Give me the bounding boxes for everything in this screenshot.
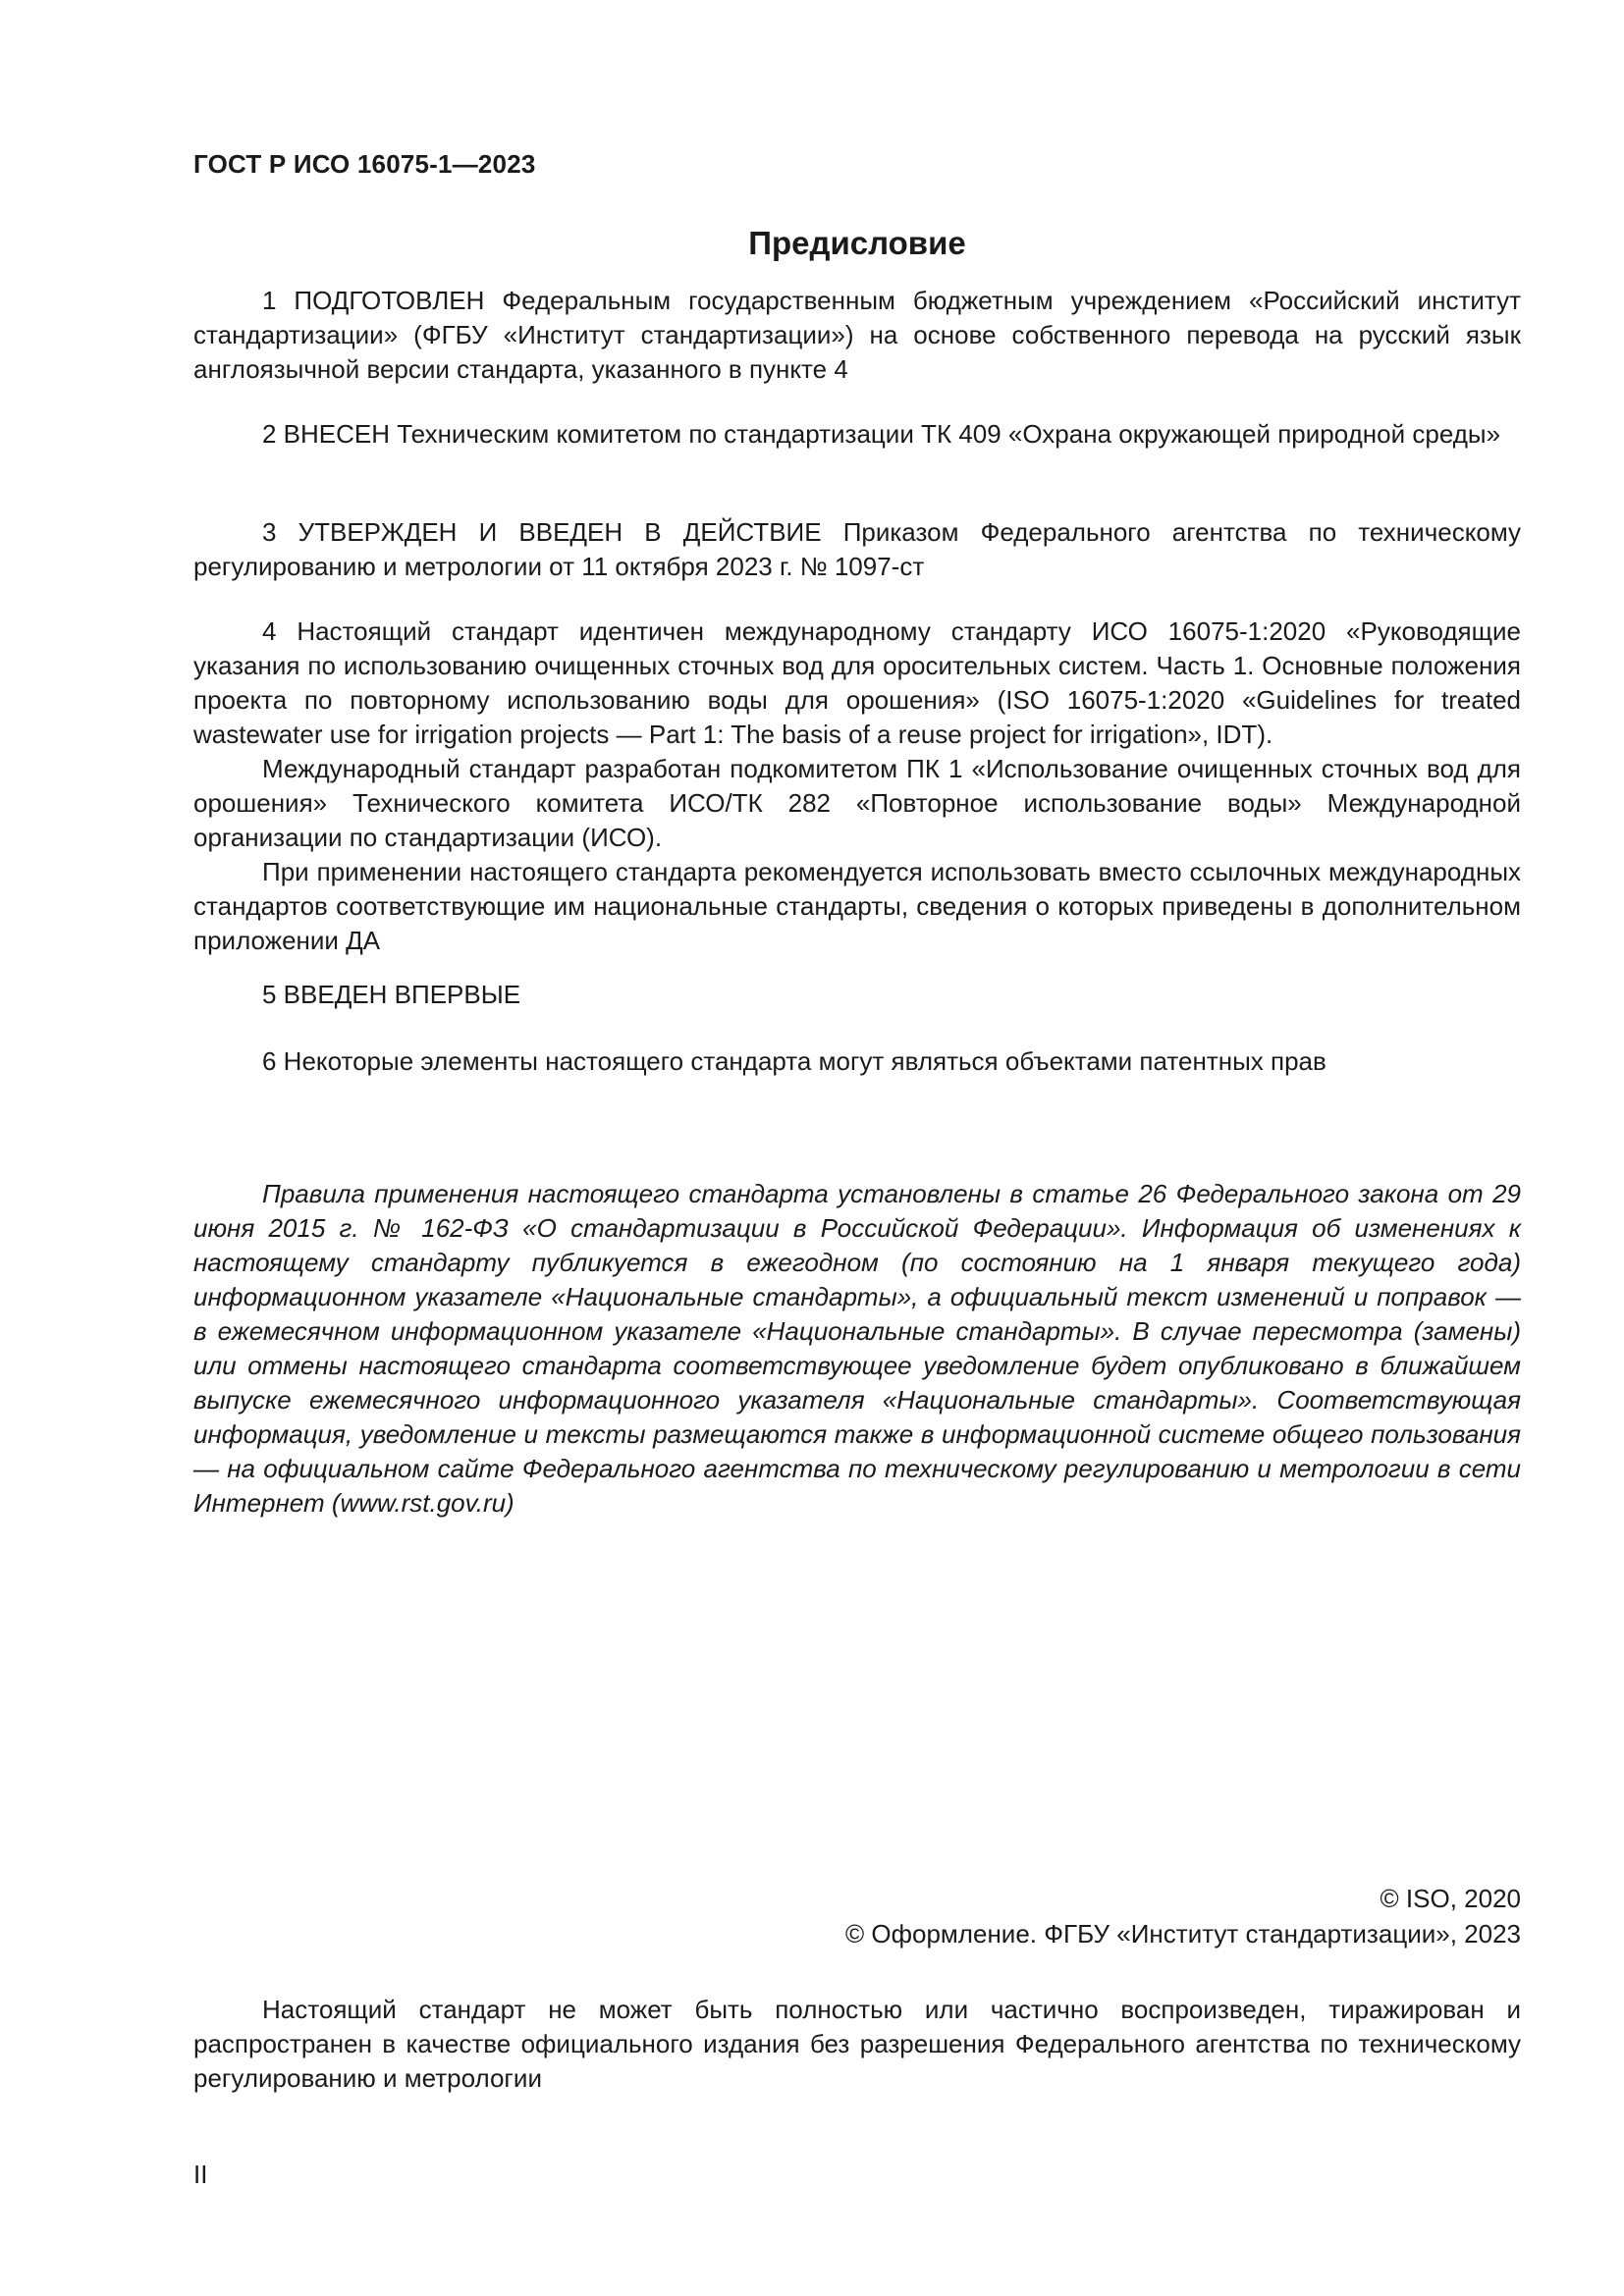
- foreword-item-4-paragraph-2: Международный стандарт разработан подкомитетом ПК 1 «Использование очищенных сточных вод для орошения» Технического комитета ИСО/ТК 282 «Повторное использование воды» Международной организации по стандартизации (ИСО).: [193, 754, 1521, 852]
- copyright-iso: © ISO, 2020: [1380, 1884, 1521, 1913]
- foreword-item-6: [193, 1044, 1521, 1079]
- page-title: Предисловие: [748, 225, 966, 261]
- foreword-item-5: [193, 978, 1521, 1012]
- copyright-design: © Оформление. ФГБУ «Институт стандартизации», 2023: [845, 1919, 1521, 1949]
- copyright-block: [193, 1881, 1521, 1951]
- foreword-item-2: [193, 417, 1521, 452]
- document-code-header: ГОСТ Р ИСО 16075-1—2023: [193, 149, 536, 179]
- foreword-item-4: [193, 614, 1521, 958]
- foreword-item-1-text: 1 ПОДГОТОВЛЕН Федеральным государственным бюджетным учреждением «Российский институт стандартизации» (ФГБУ «Институт стандартизации») на основе собственного перевода на русский язык англоязычной версии стандарта, указанного в пункте 4: [193, 286, 1521, 384]
- foreword-item-5-text: 5 ВВЕДЕН ВПЕРВЫЕ: [262, 980, 521, 1009]
- foreword-item-3-text: 3 УТВЕРЖДЕН И ВВЕДЕН В ДЕЙСТВИЕ Приказом Федерального агентства по техническому регулированию и метрологии от 11 октября 2023 г. № 1097-ст: [193, 517, 1521, 581]
- foreword-item-2-text: 2 ВНЕСЕН Техническим комитетом по стандартизации ТК 409 «Охрана окружающей природной среды»: [262, 419, 1501, 449]
- foreword-item-4-text: 4 Настоящий стандарт идентичен международному стандарту ИСО 16075-1:2020 «Руководящие указания по использованию очищенных сточных вод для оросительных систем. Часть 1. Основные положения проекта по повторному использованию воды для орошения» (ISO 16075-1:2020 «Guidelines for treated wastewater use for irrigation projects — Part 1: The basis of a reuse project for irrigation», IDT).: [193, 616, 1521, 749]
- page-number: II: [193, 2160, 208, 2189]
- application-rules-notice: [193, 1177, 1521, 1521]
- foreword-item-6-text: 6 Некоторые элементы настоящего стандарта могут являться объектами патентных прав: [262, 1046, 1326, 1076]
- reproduction-notice: [193, 1993, 1521, 2096]
- foreword-item-3: [193, 515, 1521, 584]
- foreword-item-1: [193, 284, 1521, 387]
- foreword-item-4-paragraph-3: При применении настоящего стандарта рекомендуется использовать вместо ссылочных международных стандартов соответствующие им национальные стандарты, сведения о которых приведены в дополнительном приложении ДА: [193, 857, 1521, 955]
- application-rules-notice-text: Правила применения настоящего стандарта установлены в статье 26 Федерального закона от 29 июня 2015 г. № 162-ФЗ «О стандартизации в Российской Федерации». Информация об изменениях к настоящему стандарту публикуется в ежегодном (по состоянию на 1 января текущего года) информационном указателе «Национальные стандарты», а официальный текст изменений и поправок — в ежемесячном информационном указателе «Национальные стандарты». В случае пересмотра (замены) или отмены настоящего стандарта соответствующее уведомление будет опубликовано в ближайшем выпуске ежемесячного информационного указателя «Национальные стандарты». Соответствующая информация, уведомление и тексты размещаются также в информационной системе общего пользования — на официальном сайте Федерального агентства по техническому регулированию и метрологии в сети Интернет (www.rst.gov.ru): [193, 1179, 1521, 1518]
- reproduction-notice-text: Настоящий стандарт не может быть полностью или частично воспроизведен, тиражирован и распространен в качестве официального издания без разрешения Федерального агентства по техническому регулированию и метрологии: [193, 1995, 1521, 2093]
